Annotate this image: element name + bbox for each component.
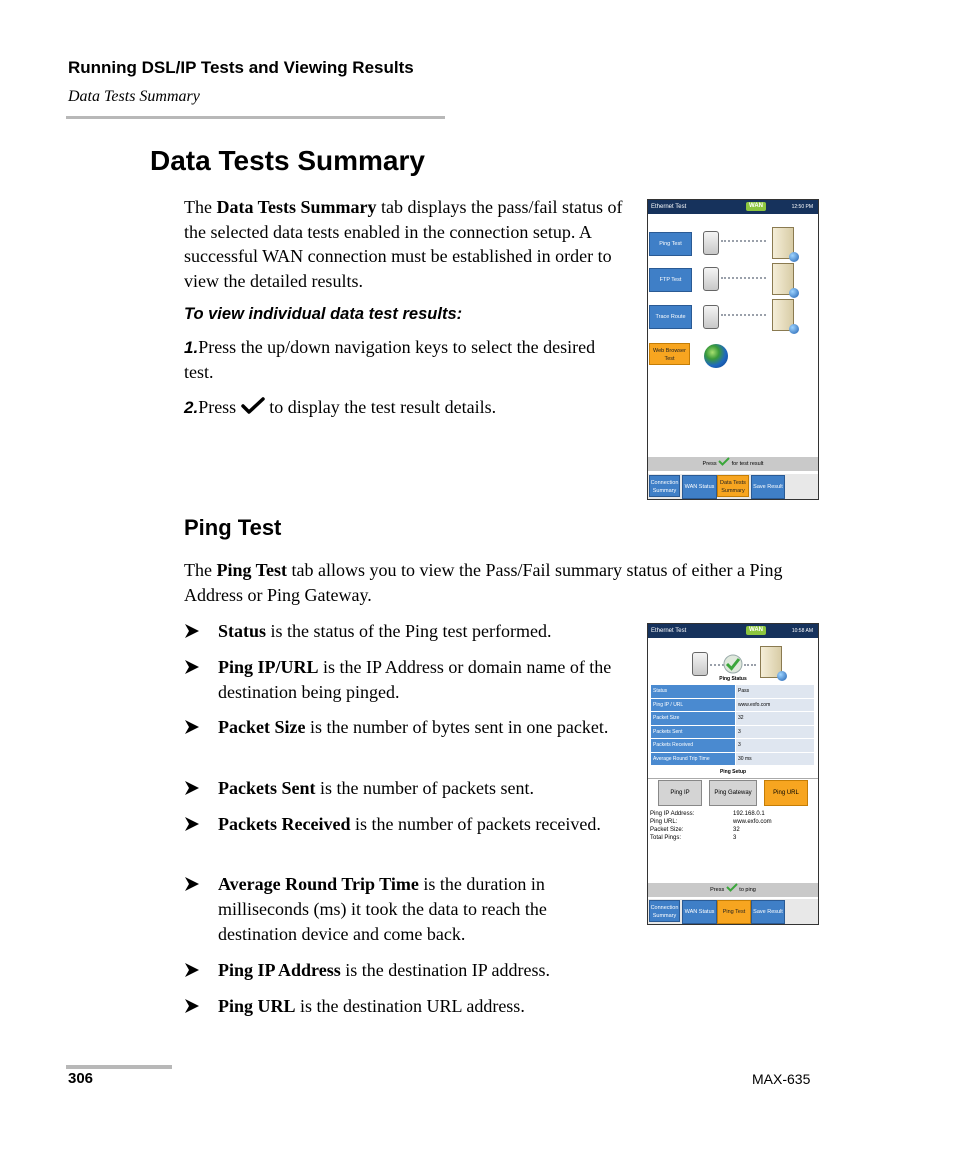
product-model: MAX-635: [752, 1071, 811, 1087]
arrow-bullet-icon: [184, 962, 200, 978]
bottom-tab-bar: [648, 899, 818, 924]
bottom-tab-bar: [648, 474, 818, 499]
tab-wan-status[interactable]: WAN Status: [682, 475, 717, 499]
server-icon: [772, 263, 794, 295]
arrow-bullet-icon: [184, 780, 200, 796]
checkmark-icon: [718, 457, 730, 466]
ping-intro-paragraph: The Ping Test tab allows you to view the Pass/Fail summary status of either a Ping Address or Ping Gateway.: [184, 560, 783, 605]
tab-connection-summary[interactable]: Connection Summary: [649, 900, 680, 922]
ping-test-screenshot: [647, 623, 819, 925]
device-icon: [692, 652, 708, 676]
arrow-bullet-icon: [184, 998, 200, 1014]
arrow-bullet-icon: [184, 719, 200, 735]
ping-status-table: [650, 684, 815, 766]
tab-save-result[interactable]: Save Result: [751, 475, 785, 499]
server-icon: [760, 646, 782, 678]
device-icon: [703, 231, 719, 255]
ftp-test-button[interactable]: FTP Test: [649, 268, 692, 292]
arrow-bullet-icon: [184, 876, 200, 892]
arrow-bullet-icon: [184, 659, 200, 675]
web-globe-icon: [704, 344, 728, 368]
page-number: 306: [68, 1070, 94, 1087]
ping-test-button[interactable]: Ping Test: [649, 232, 692, 256]
chapter-title: Running DSL/IP Tests and Viewing Results: [68, 58, 414, 77]
data-tests-summary-screenshot: [647, 199, 819, 500]
header-divider: [66, 116, 445, 119]
tab-save-result[interactable]: Save Result: [751, 900, 785, 924]
connection-dots: [721, 314, 766, 318]
section-subtitle: Data Tests Summary: [68, 88, 200, 105]
ping-setup-label: Ping Setup: [719, 769, 747, 775]
ping-gateway-button[interactable]: Ping Gateway: [709, 780, 757, 806]
checkmark-icon: [726, 883, 738, 892]
trace-route-test-button[interactable]: Trace Route Test: [649, 305, 692, 329]
table-row: Average Round Trip Time 30 ms: [651, 752, 815, 766]
connection-dots: [721, 277, 766, 281]
bullet-packet-size: Packet Size is the number of bytes sent in one packet.: [184, 715, 644, 765]
connection-dots: [744, 664, 756, 668]
page-title: Data Tests Summary: [150, 145, 425, 176]
web-browser-test-button[interactable]: Web Browser Test: [649, 343, 690, 365]
server-icon: [772, 227, 794, 259]
wan-badge: WAN: [746, 202, 766, 211]
info-row: Ping IP Address: 192.168.0.1: [650, 811, 765, 817]
step-1: 1.Press the up/down navigation keys to select the desired test.: [184, 337, 596, 382]
screen-title-bar: Ethernet Test WAN 12:50 PM: [648, 200, 818, 214]
ping-test-heading: Ping Test: [184, 515, 282, 540]
ping-url-button[interactable]: Ping URL: [764, 780, 808, 806]
tab-ping-test[interactable]: Ping Test: [717, 900, 751, 924]
checkmark-icon: [241, 397, 265, 415]
screen-title-bar: Ethernet Test WAN 10:58 AM: [648, 624, 818, 638]
tab-data-tests-summary[interactable]: Data Tests Summary: [717, 475, 749, 497]
pass-check-icon: [723, 654, 743, 674]
tab-wan-status[interactable]: WAN Status: [682, 900, 717, 924]
status-bar: Press for test result: [648, 457, 818, 471]
arrow-bullet-icon: [184, 623, 200, 639]
table-row: Packets Received 3: [651, 739, 815, 753]
step-2: 2.Press to display the test result details.: [184, 397, 497, 417]
tab-connection-summary[interactable]: Connection Summary: [649, 475, 680, 497]
table-row: Packets Sent 3: [651, 725, 815, 739]
bullet-ping-ip-url: Ping IP/URL is the IP Address or domain name of the destination being pinged.: [184, 655, 644, 705]
status-bar: Press to ping: [648, 883, 818, 897]
ping-status-label: Ping Status: [719, 676, 747, 682]
ping-ip-button[interactable]: Ping IP: [658, 780, 702, 806]
intro-paragraph: The Data Tests Summary tab displays the pass/fail status of the selected data tests enabled in the connection setup. A successful WAN connection must be established in order to view the detailed results.: [184, 197, 623, 291]
info-row: Ping URL: www.exfo.com: [650, 819, 772, 825]
procedure-title: To view individual data test results:: [184, 305, 463, 323]
table-row: Status Pass: [651, 685, 815, 699]
info-row: Packet Size: 32: [650, 827, 740, 833]
wan-badge: WAN: [746, 626, 766, 635]
footer-divider: [66, 1065, 172, 1069]
bullet-average-round-trip-time: Average Round Trip Time is the duration in milliseconds (ms) it took the data to reach the destination device and come back.: [184, 872, 644, 948]
arrow-bullet-icon: [184, 816, 200, 832]
connection-dots: [710, 664, 724, 668]
device-icon: [703, 267, 719, 291]
table-row: Packet Size 32: [651, 712, 815, 726]
connection-dots: [721, 240, 766, 244]
device-icon: [703, 305, 719, 329]
info-row: Total Pings: 3: [650, 835, 737, 841]
bullet-packets-received: Packets Received is the number of packets received.: [184, 812, 644, 862]
server-icon: [772, 299, 794, 331]
table-row: Ping IP / URL www.exfo.com: [651, 698, 815, 712]
divider: [648, 778, 818, 779]
